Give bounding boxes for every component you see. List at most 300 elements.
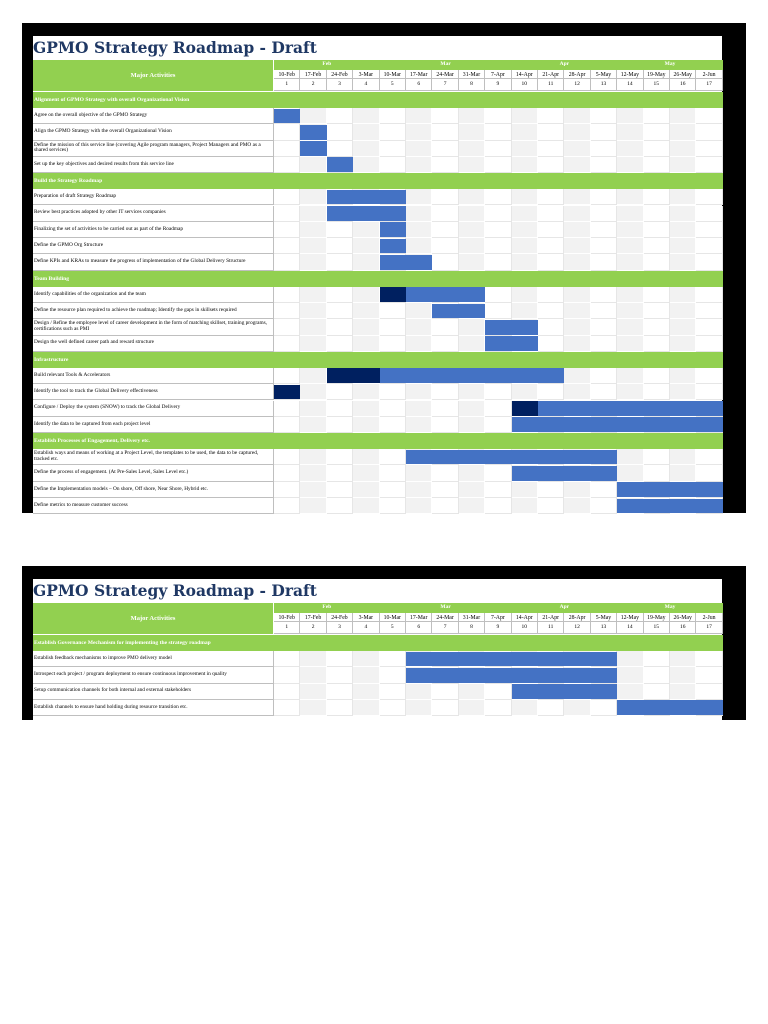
week-cell — [327, 141, 353, 157]
week-cell — [353, 417, 379, 433]
roadmap-slide-2 — [22, 566, 746, 720]
week-cell — [406, 108, 432, 124]
week-date: 14-Apr — [512, 70, 538, 79]
week-cell — [696, 206, 722, 222]
week-cell — [353, 401, 379, 417]
week-cell — [459, 482, 485, 498]
gantt-bar — [512, 466, 618, 481]
week-cell — [406, 417, 432, 433]
activity-label: Preparation of draft Strategy Roadmap — [33, 189, 274, 205]
week-cell — [696, 287, 722, 303]
week-cell — [617, 157, 643, 173]
week-date: 10-Feb — [274, 70, 300, 79]
week-cell — [538, 482, 564, 498]
week-cell — [432, 206, 458, 222]
week-cell — [380, 384, 406, 400]
week-number: 11 — [538, 622, 564, 634]
week-cell — [327, 700, 353, 716]
week-cell — [644, 465, 670, 481]
week-cell — [538, 384, 564, 400]
section-header: Alignment of GPMO Strategy with overall Organizational Vision — [33, 92, 723, 108]
week-cell — [274, 417, 300, 433]
week-cell — [300, 108, 326, 124]
week-cell — [564, 287, 590, 303]
week-cell — [432, 417, 458, 433]
week-cell — [274, 206, 300, 222]
gantt-bar — [485, 336, 538, 351]
week-cell — [670, 222, 696, 238]
week-cell — [432, 238, 458, 254]
week-cell — [617, 141, 643, 157]
week-date: 10-Feb — [274, 613, 300, 622]
week-cell — [485, 303, 511, 319]
major-activities-header: Major Activities — [33, 603, 274, 634]
week-cell — [432, 384, 458, 400]
week-cell — [353, 319, 379, 335]
week-cell — [696, 108, 722, 124]
week-cell — [459, 206, 485, 222]
week-cell — [485, 498, 511, 514]
week-cell — [274, 124, 300, 140]
week-cell — [670, 287, 696, 303]
week-cell — [300, 206, 326, 222]
month-header: Apr — [512, 603, 618, 613]
week-number: 5 — [380, 622, 406, 634]
week-cell — [670, 667, 696, 683]
week-cell — [380, 700, 406, 716]
gantt-bar — [512, 401, 538, 416]
week-date: 19-May — [644, 613, 670, 622]
activity-label: Define the process of engagement. (At Pre-Sales Level, Sales Level etc.) — [33, 465, 274, 481]
gantt-bar — [380, 239, 406, 254]
gantt-bar — [327, 368, 380, 383]
week-cell — [591, 189, 617, 205]
week-cell — [274, 498, 300, 514]
section-header: Establish Governance Mechanism for implementing the strategy roadmap — [33, 635, 723, 651]
week-cell — [696, 303, 722, 319]
week-cell — [380, 651, 406, 667]
week-number: 5 — [380, 79, 406, 91]
week-number: 10 — [512, 622, 538, 634]
week-date: 26-May — [670, 613, 696, 622]
week-cell — [406, 482, 432, 498]
week-cell — [274, 303, 300, 319]
week-cell — [644, 141, 670, 157]
activity-label: Setup communication channels for both internal and external stakeholders — [33, 684, 274, 700]
week-cell — [512, 222, 538, 238]
week-cell — [644, 336, 670, 352]
week-cell — [300, 465, 326, 481]
activity-label: Design / Refine the employee level of career development in the form of matching skillset, training programs, certifications such as PMI — [33, 319, 274, 335]
major-activities-header: Major Activities — [33, 60, 274, 91]
week-cell — [274, 368, 300, 384]
week-cell — [644, 108, 670, 124]
week-cell — [432, 465, 458, 481]
slide-title: GPMO Strategy Roadmap - Draft — [33, 581, 317, 600]
week-cell — [300, 254, 326, 270]
week-cell — [274, 684, 300, 700]
week-cell — [300, 303, 326, 319]
week-cell — [564, 700, 590, 716]
week-cell — [564, 124, 590, 140]
week-cell — [380, 465, 406, 481]
week-date: 24-Feb — [327, 70, 353, 79]
gantt-bar — [327, 190, 406, 205]
week-cell — [617, 368, 643, 384]
week-cell — [406, 141, 432, 157]
gantt-bar — [274, 109, 300, 124]
week-cell — [300, 684, 326, 700]
week-cell — [591, 498, 617, 514]
week-cell — [591, 482, 617, 498]
week-cell — [274, 238, 300, 254]
week-cell — [300, 651, 326, 667]
week-date: 28-Apr — [564, 70, 590, 79]
week-number: 9 — [485, 622, 511, 634]
week-cell — [300, 238, 326, 254]
month-header: May — [617, 603, 723, 613]
week-cell — [432, 401, 458, 417]
week-cell — [538, 206, 564, 222]
week-cell — [644, 287, 670, 303]
week-date: 17-Feb — [300, 70, 326, 79]
week-cell — [670, 384, 696, 400]
week-number: 14 — [617, 622, 643, 634]
week-cell — [327, 303, 353, 319]
week-cell — [696, 384, 722, 400]
week-cell — [485, 287, 511, 303]
week-cell — [327, 384, 353, 400]
week-cell — [670, 108, 696, 124]
week-cell — [617, 667, 643, 683]
week-cell — [300, 336, 326, 352]
week-number: 12 — [564, 79, 590, 91]
week-cell — [406, 238, 432, 254]
week-cell — [591, 319, 617, 335]
section-header: Infrastructure — [33, 352, 723, 368]
week-cell — [406, 157, 432, 173]
week-cell — [591, 222, 617, 238]
week-cell — [274, 449, 300, 465]
slide-panel — [33, 36, 722, 513]
week-cell — [564, 108, 590, 124]
week-cell — [644, 238, 670, 254]
week-cell — [353, 684, 379, 700]
activity-label: Identify the data to be captured from each project level — [33, 417, 274, 433]
week-cell — [406, 189, 432, 205]
week-cell — [353, 287, 379, 303]
week-number: 4 — [353, 79, 379, 91]
activity-label: Agree on the overall objective of the GPMO Strategy — [33, 108, 274, 124]
gantt-bar — [327, 157, 353, 172]
week-number: 7 — [432, 79, 458, 91]
week-cell — [485, 482, 511, 498]
week-number: 3 — [327, 622, 353, 634]
week-cell — [327, 336, 353, 352]
week-cell — [300, 482, 326, 498]
week-cell — [432, 254, 458, 270]
week-cell — [459, 254, 485, 270]
week-date: 14-Apr — [512, 613, 538, 622]
week-cell — [459, 384, 485, 400]
week-cell — [538, 124, 564, 140]
week-date: 10-Mar — [380, 70, 406, 79]
month-header: Feb — [274, 60, 380, 70]
week-cell — [327, 254, 353, 270]
week-cell — [380, 417, 406, 433]
week-cell — [459, 401, 485, 417]
week-number: 7 — [432, 622, 458, 634]
gantt-bar — [512, 684, 618, 699]
week-cell — [644, 667, 670, 683]
week-cell — [406, 465, 432, 481]
week-cell — [696, 368, 722, 384]
week-cell — [670, 465, 696, 481]
week-cell — [274, 465, 300, 481]
week-date: 10-Mar — [380, 613, 406, 622]
week-cell — [300, 384, 326, 400]
week-date: 31-Mar — [459, 70, 485, 79]
week-cell — [644, 319, 670, 335]
week-cell — [696, 141, 722, 157]
week-cell — [300, 287, 326, 303]
week-cell — [591, 336, 617, 352]
week-cell — [538, 108, 564, 124]
week-cell — [696, 651, 722, 667]
slide-panel — [33, 579, 722, 720]
gantt-bar — [406, 652, 617, 667]
week-cell — [432, 124, 458, 140]
week-cell — [564, 222, 590, 238]
week-cell — [564, 482, 590, 498]
week-cell — [353, 336, 379, 352]
week-cell — [380, 319, 406, 335]
week-cell — [459, 336, 485, 352]
week-cell — [327, 287, 353, 303]
week-cell — [564, 189, 590, 205]
week-number: 12 — [564, 622, 590, 634]
week-cell — [617, 465, 643, 481]
week-cell — [485, 401, 511, 417]
week-cell — [327, 124, 353, 140]
week-number: 13 — [591, 79, 617, 91]
week-cell — [512, 303, 538, 319]
week-cell — [485, 222, 511, 238]
week-cell — [485, 417, 511, 433]
week-date: 26-May — [670, 70, 696, 79]
week-cell — [274, 141, 300, 157]
week-date: 12-May — [617, 613, 643, 622]
week-cell — [591, 254, 617, 270]
week-cell — [380, 684, 406, 700]
week-cell — [696, 667, 722, 683]
week-cell — [512, 124, 538, 140]
week-cell — [512, 238, 538, 254]
week-number: 9 — [485, 79, 511, 91]
week-cell — [670, 141, 696, 157]
week-cell — [459, 700, 485, 716]
activity-label: Define the mission of this service line (covering Agile program managers, Project Managers and PMO as a shared services) — [33, 141, 274, 157]
week-cell — [538, 700, 564, 716]
week-cell — [644, 222, 670, 238]
week-cell — [432, 336, 458, 352]
gantt-bar — [617, 499, 723, 514]
week-cell — [591, 157, 617, 173]
week-cell — [353, 465, 379, 481]
week-number: 4 — [353, 622, 379, 634]
week-cell — [406, 498, 432, 514]
week-cell — [459, 684, 485, 700]
week-cell — [380, 157, 406, 173]
week-cell — [406, 124, 432, 140]
week-cell — [406, 303, 432, 319]
week-date: 3-Mar — [353, 613, 379, 622]
week-cell — [380, 124, 406, 140]
week-cell — [670, 254, 696, 270]
week-cell — [564, 141, 590, 157]
week-cell — [327, 482, 353, 498]
gantt-bar — [617, 700, 723, 715]
week-cell — [538, 238, 564, 254]
week-cell — [327, 449, 353, 465]
week-cell — [432, 700, 458, 716]
week-date: 2-Jun — [696, 613, 722, 622]
week-cell — [406, 206, 432, 222]
month-header: Mar — [380, 60, 512, 70]
week-date: 24-Mar — [432, 70, 458, 79]
week-cell — [644, 206, 670, 222]
gantt-bar — [512, 417, 723, 432]
week-cell — [300, 319, 326, 335]
gantt-bar — [274, 385, 300, 400]
week-cell — [617, 449, 643, 465]
week-number: 17 — [696, 622, 722, 634]
week-cell — [380, 108, 406, 124]
week-number: 15 — [644, 622, 670, 634]
week-cell — [670, 157, 696, 173]
week-number: 11 — [538, 79, 564, 91]
week-date: 24-Feb — [327, 613, 353, 622]
week-cell — [327, 498, 353, 514]
week-cell — [564, 254, 590, 270]
week-cell — [353, 222, 379, 238]
activity-label: Establish ways and means of working at a Project Level, the templates to be used, the data to be captured, tracked etc. — [33, 449, 274, 465]
week-cell — [670, 368, 696, 384]
week-cell — [644, 384, 670, 400]
week-cell — [327, 417, 353, 433]
week-cell — [591, 700, 617, 716]
week-cell — [644, 157, 670, 173]
week-cell — [696, 189, 722, 205]
week-date: 2-Jun — [696, 70, 722, 79]
week-cell — [274, 254, 300, 270]
week-cell — [644, 368, 670, 384]
week-cell — [432, 141, 458, 157]
week-cell — [300, 401, 326, 417]
gantt-bar — [380, 222, 406, 237]
section-header: Build the Strategy Roadmap — [33, 173, 723, 189]
gantt-bar — [617, 482, 723, 497]
week-cell — [274, 651, 300, 667]
week-cell — [485, 189, 511, 205]
week-cell — [406, 319, 432, 335]
week-cell — [353, 141, 379, 157]
week-cell — [274, 319, 300, 335]
week-cell — [353, 384, 379, 400]
week-cell — [696, 222, 722, 238]
week-cell — [300, 449, 326, 465]
week-cell — [327, 684, 353, 700]
week-cell — [485, 108, 511, 124]
week-cell — [274, 336, 300, 352]
week-cell — [406, 684, 432, 700]
week-cell — [591, 124, 617, 140]
week-cell — [591, 384, 617, 400]
week-cell — [538, 141, 564, 157]
week-cell — [670, 303, 696, 319]
week-cell — [538, 157, 564, 173]
week-cell — [644, 651, 670, 667]
week-cell — [459, 141, 485, 157]
week-cell — [300, 157, 326, 173]
week-number: 8 — [459, 622, 485, 634]
week-cell — [485, 141, 511, 157]
week-cell — [538, 254, 564, 270]
gantt-bar — [380, 255, 433, 270]
week-number: 2 — [300, 622, 326, 634]
week-cell — [696, 449, 722, 465]
slide-title: GPMO Strategy Roadmap - Draft — [33, 38, 317, 57]
week-cell — [564, 206, 590, 222]
week-cell — [300, 368, 326, 384]
week-cell — [459, 238, 485, 254]
week-cell — [670, 651, 696, 667]
week-cell — [512, 141, 538, 157]
week-cell — [538, 287, 564, 303]
gantt-bar — [300, 125, 326, 140]
week-cell — [670, 684, 696, 700]
week-cell — [459, 189, 485, 205]
week-cell — [564, 303, 590, 319]
week-cell — [327, 108, 353, 124]
week-cell — [380, 141, 406, 157]
week-number: 10 — [512, 79, 538, 91]
week-cell — [459, 108, 485, 124]
week-date: 7-Apr — [485, 613, 511, 622]
week-cell — [353, 498, 379, 514]
week-cell — [670, 336, 696, 352]
week-number: 16 — [670, 79, 696, 91]
gantt-bar — [538, 401, 723, 416]
week-cell — [274, 401, 300, 417]
activity-label: Establish channels to ensure hand holding during resource transition etc. — [33, 700, 274, 716]
week-cell — [617, 336, 643, 352]
week-cell — [512, 254, 538, 270]
week-cell — [512, 700, 538, 716]
week-cell — [696, 336, 722, 352]
week-cell — [459, 417, 485, 433]
week-cell — [617, 254, 643, 270]
week-cell — [353, 667, 379, 683]
week-date: 5-May — [591, 70, 617, 79]
week-cell — [459, 465, 485, 481]
week-cell — [512, 206, 538, 222]
week-cell — [327, 465, 353, 481]
activity-label: Identify capabilities of the organization and the team — [33, 287, 274, 303]
week-cell — [380, 303, 406, 319]
week-cell — [617, 189, 643, 205]
week-cell — [564, 238, 590, 254]
